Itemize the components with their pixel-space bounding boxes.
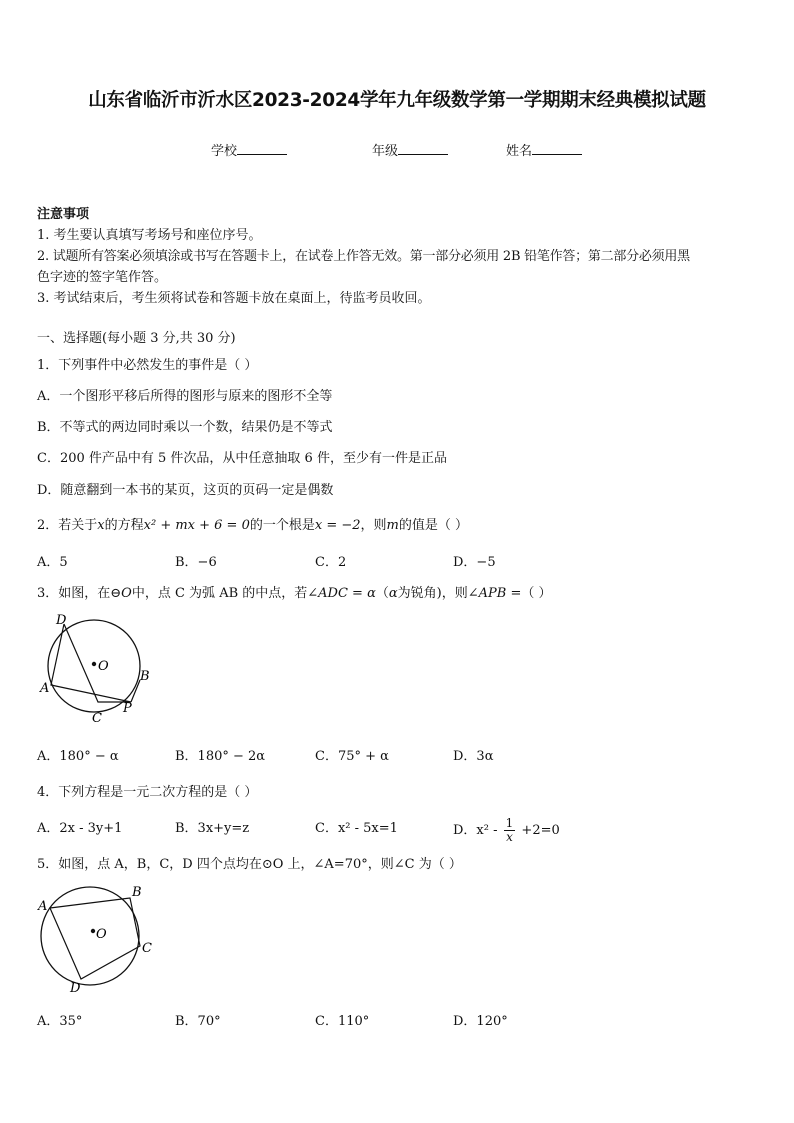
q5-quadrilateral [50,898,140,979]
q3-label-a: A [40,681,50,696]
q3-option-b[interactable]: B．180° − 2α [175,749,266,764]
page-title: 山东省临沂市沂水区2023-2024学年九年级数学第一学期期末经典模拟试题 [88,90,706,111]
q3-option-c[interactable]: C．75° + α [315,749,389,764]
grade-label: 年级 [372,144,399,159]
q3-label-d: D [56,613,67,628]
q2-stem: 2．若关于x的方程x² + mx + 6 = 0的一个根是x = −2，则m的值是（ ） [37,518,469,533]
q2-option-b[interactable]: B．−6 [175,555,217,570]
q1-option-a[interactable]: A．一个图形平移后所得的图形与原来的图形不全等 [37,389,333,404]
q4-option-d[interactable]: D．x² - $\frac{1}{x}$ +2=0 [453,816,560,844]
q5-circle [41,887,139,985]
q4-option-b[interactable]: B．3x+y=z [175,821,250,836]
q1-option-d[interactable]: D．随意翻到一本书的某页，这页的页码一定是偶数 [37,483,334,498]
q2-option-d[interactable]: D．−5 [453,555,496,570]
q5-center-dot [91,929,95,933]
q5-label-a: A [38,899,48,914]
notice-item-1: 1. 考生要认真填写考场号和座位序号。 [37,228,262,243]
q4-fraction: $\frac{1}{x}$ [505,816,514,844]
q2-option-c[interactable]: C．2 [315,555,347,570]
q3-option-d[interactable]: D．3α [453,749,494,764]
q3-center-dot [92,662,96,666]
q3-label-o: O [98,659,109,674]
q5-figure [36,882,158,996]
q5-option-a[interactable]: A．35° [37,1014,83,1029]
q5-option-b[interactable]: B．70° [175,1014,221,1029]
q5-option-c[interactable]: C．110° [315,1014,370,1029]
grade-field[interactable] [372,140,448,159]
q1-option-b[interactable]: B．不等式的两边同时乘以一个数，结果仍是不等式 [37,420,333,435]
q3-chords [51,624,131,702]
q2-option-a[interactable]: A．5 [37,555,68,570]
q3-label-b: B [140,669,150,684]
q3-stem: 3．如图，在⊖O中，点 C 为弧 AB 的中点，若∠ADC = α（α为锐角)，则∠APB =（ ） [37,586,552,601]
q5-label-d: D [70,981,81,996]
q5-label-b: B [132,885,142,900]
q4-option-a[interactable]: A．2x - 3y+1 [37,821,123,836]
q5-option-d[interactable]: D．120° [453,1014,508,1029]
q5-stem: 5．如图，点 A，B，C，D 四个点均在⊙O 上，∠A=70°，则∠C 为（ ） [37,857,462,872]
notice-heading: 注意事项 [37,207,90,222]
notice-item-2: 2. 试题所有答案必须填涂或书写在答题卡上，在试卷上作答无效。第一部分必须用 2B 铅笔作答；第二部分必须用黑 [37,249,690,264]
name-blank[interactable] [532,142,582,155]
q5-label-c: C [142,941,152,956]
school-field[interactable] [211,140,287,159]
notice-item-2-cont: 色字迹的签字笔作答。 [37,270,168,285]
q5-label-o: O [96,927,107,942]
grade-blank[interactable] [398,142,448,155]
section-heading: 一、选择题(每小题 3 分,共 30 分) [37,331,236,346]
q4-stem: 4．下列方程是一元二次方程的是（ ） [37,785,258,800]
q3-option-a[interactable]: A．180° − α [37,749,119,764]
q1-option-c[interactable]: C．200 件产品中有 5 件次品，从中任意抽取 6 件，至少有一件是正品 [37,451,447,466]
q1-stem: 1．下列事件中必然发生的事件是（ ） [37,358,258,373]
q3-label-c: C [92,711,102,726]
school-label: 学校 [211,144,238,159]
q3-figure [36,610,156,726]
notice-item-3: 3. 考试结束后，考生须将试卷和答题卡放在桌面上，待监考员收回。 [37,291,431,306]
name-label: 姓名 [506,144,533,159]
q4-option-c[interactable]: C．x² - 5x=1 [315,821,398,836]
school-blank[interactable] [237,142,287,155]
q3-label-p: P [123,701,132,716]
name-field[interactable] [506,140,582,159]
